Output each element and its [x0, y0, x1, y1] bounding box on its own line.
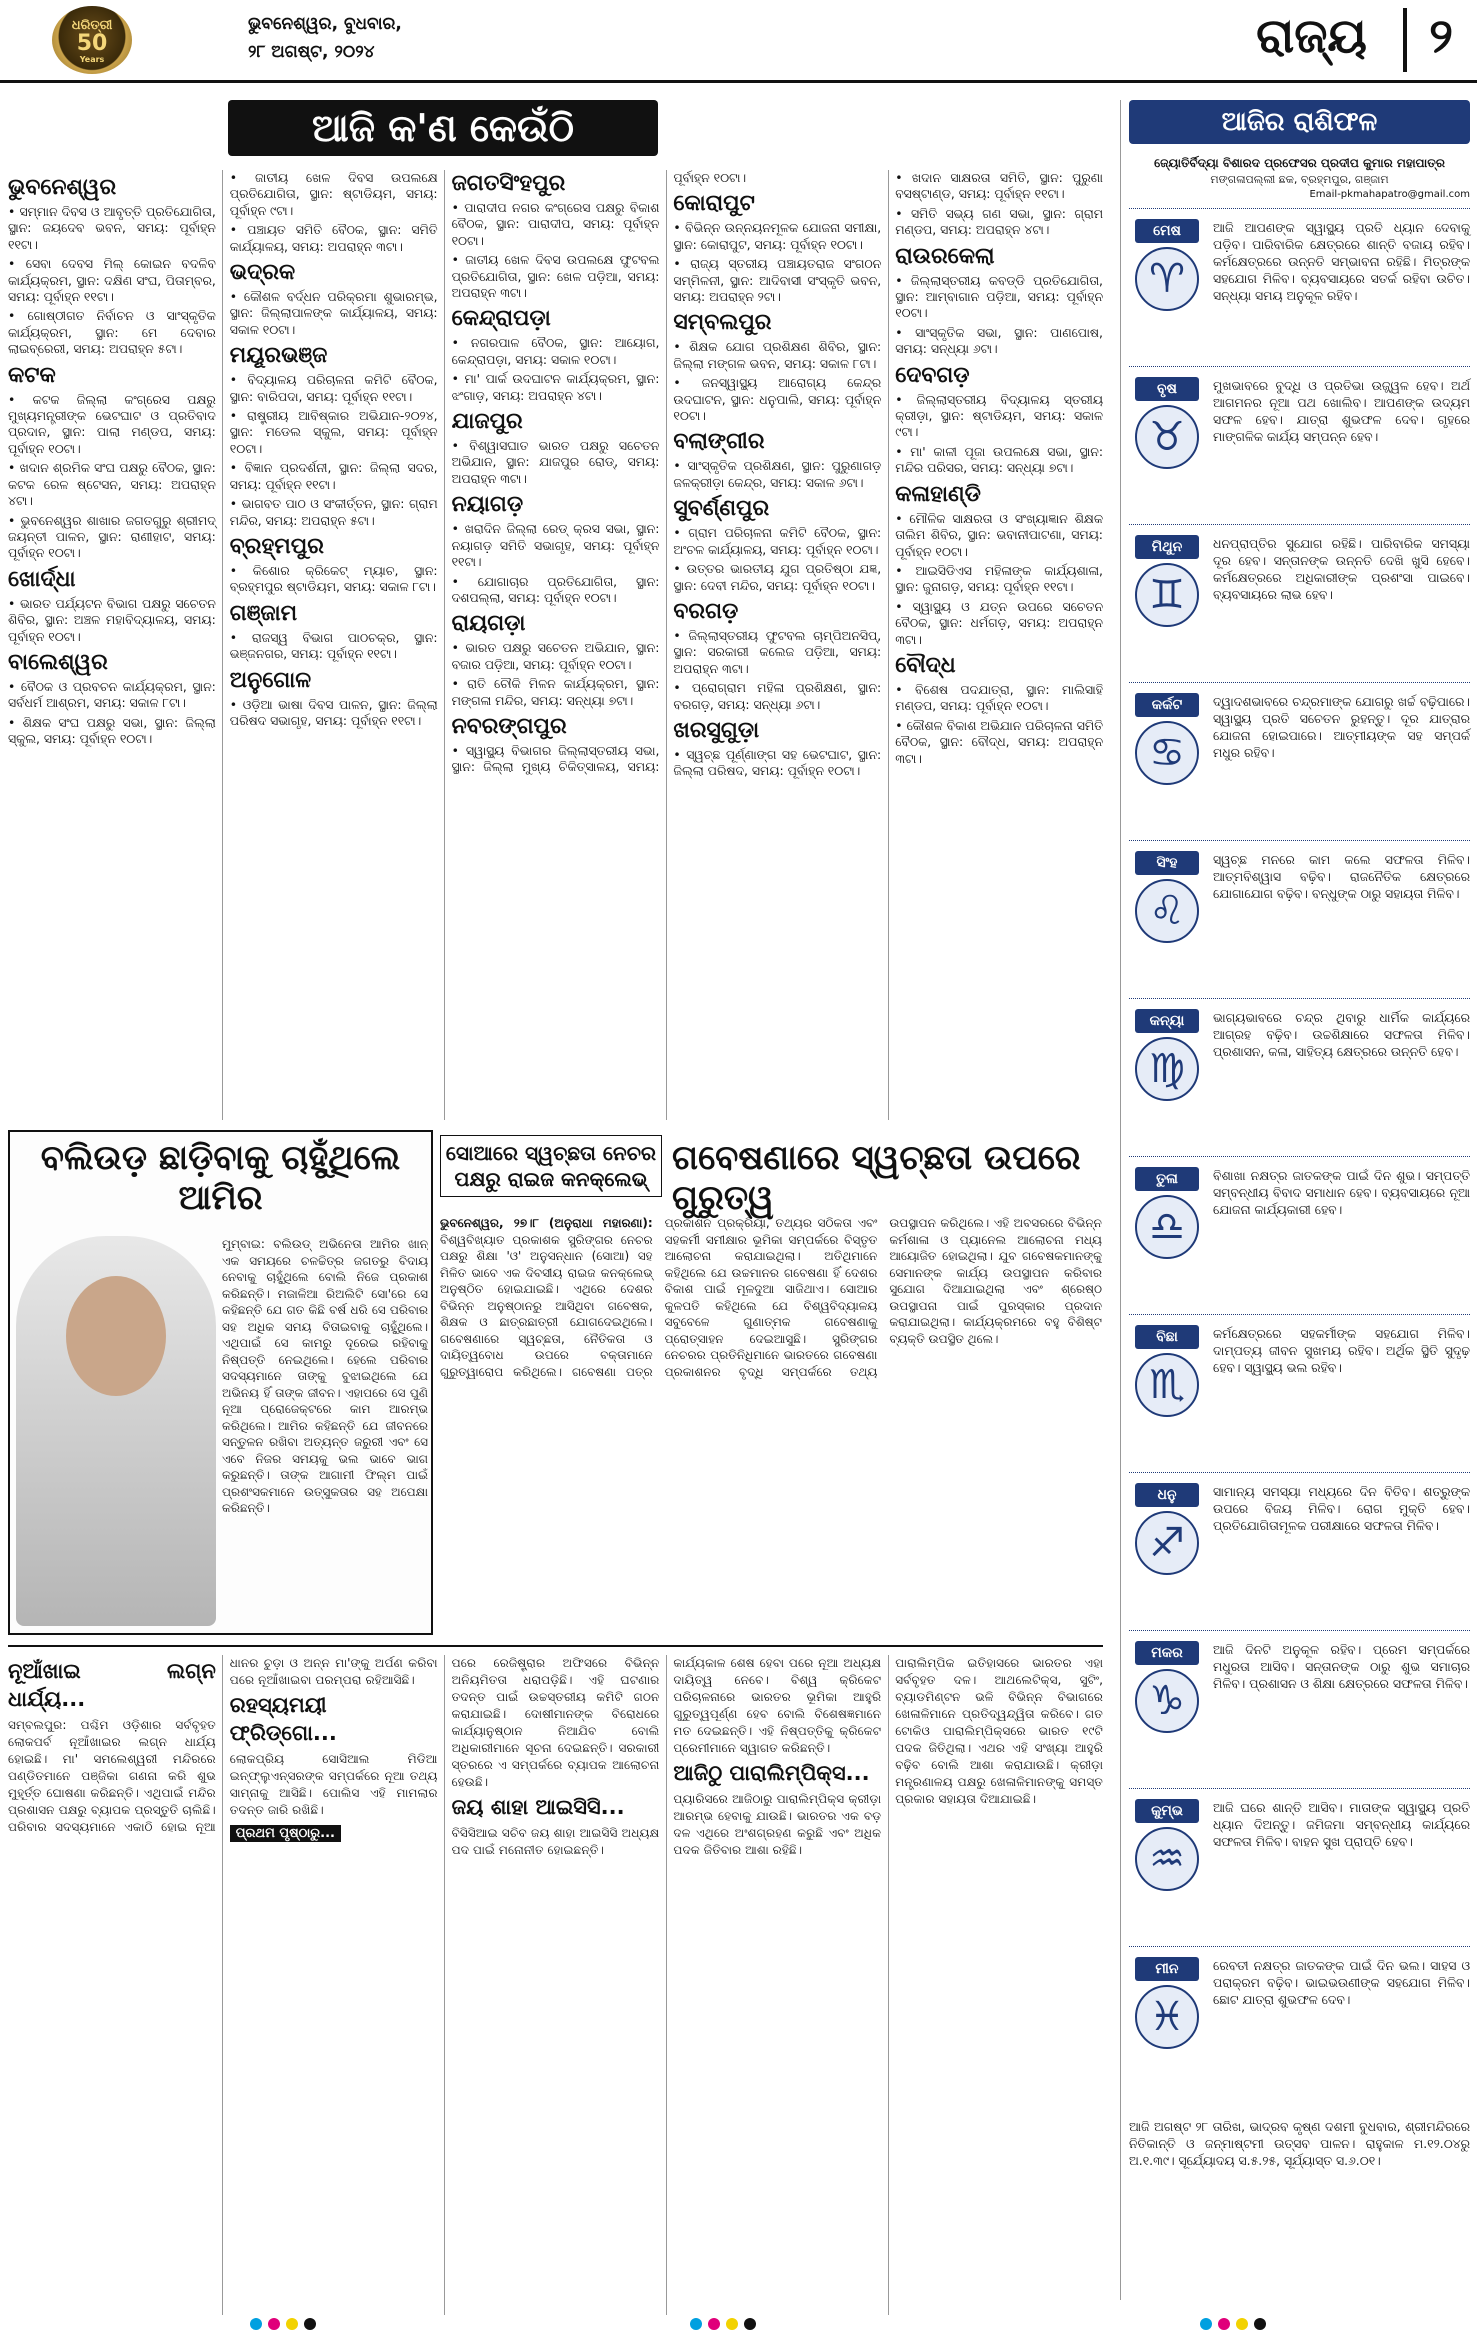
event-item: • ଗ୍ରାମ ପରିଚାଳନା କମିଟି ବୈଠକ, ସ୍ଥାନ: ଅଂଚଳ କାର୍ଯ୍ୟାଳୟ, ସମୟ: ପୂର୍ବାହ୍ନ ୧୦ଟା।	[673, 525, 881, 558]
zodiac-prediction: ରେବତୀ ନକ୍ଷତ୍ର ଜାତକଙ୍କ ପାଇଁ ଦିନ ଭଲ। ସାହସ ଓ ପରାକ୍ରମ ବଢ଼ିବ। ଭାଇଭଉଣୀଙ୍କ ସହଯୋଗ ମିଳିବ। ଛୋଟ ଯାତ୍ରା ଶୁଭଫଳ ଦେବ।	[1213, 1958, 1470, 2007]
event-item: • କଟକ ଜିଲ୍ଲା କଂଗ୍ରେସ ପକ୍ଷରୁ ମୁଖ୍ୟମନ୍ତ୍ରୀଙ୍କ ଭେଟଘାଟ ଓ ପ୍ରତିବାଦ ପ୍ରଦାନ, ସ୍ଥାନ: ପାଲା ମଣ୍ଡପ, ସମୟ: ପୂର୍ବାହ୍ନ ୧୦ଟା।	[8, 392, 216, 458]
zodiac-label: ଧନୁ	[1135, 1483, 1199, 1507]
event-item: • ରାଜସ୍ୱ ବିଭାଗ ପାଠଚକ୍ର, ସ୍ଥାନ: ଭଞ୍ଜନଗର, ସମୟ: ପୂର୍ବାହ୍ନ ୧୧ଟା।	[230, 630, 438, 663]
event-item: • ଜାତୀୟ ଖେଳ ଦିବସ ଉପଲକ୍ଷେ ପ୍ରତିଯୋଗିତା, ସ୍ଥାନ: ଷ୍ଟାଡିୟମ, ସମୟ: ପୂର୍ବାହ୍ନ ୯ଟା।	[230, 170, 438, 219]
research-kicker: ସୋଆରେ ସ୍ୱଚ୍ଛତା ନେଚର ପକ୍ଷରୁ ରାଇଜ କନକ୍ଲେଭ୍	[440, 1135, 662, 1197]
zodiac-prediction: ଆଜି ଆପଣଙ୍କ ସ୍ୱାସ୍ଥ୍ୟ ପ୍ରତି ଧ୍ୟାନ ଦେବାକୁ ପଡ଼ିବ। ପାରିବାରିକ କ୍ଷେତ୍ରରେ ଶାନ୍ତି ବଜାୟ ରହିବ। କର୍ମକ୍ଷେତ୍ରରେ ଉନ୍ନତି ସମ୍ଭାବନା ରହିଛି। ମିତ୍ରଙ୍କ ସହଯୋଗ ମିଳିବ। ବ୍ୟବସାୟରେ ସତର୍କ ରହିବା ଉଚିତ। ସନ୍ଧ୍ୟା ସମୟ ଅନୁକୂଳ ରହିବ।	[1213, 220, 1470, 303]
jay-shah-body-cont: କାର୍ଯ୍ୟକାଳ ଶେଷ ହେବା ପରେ ନୂଆ ଅଧ୍ୟକ୍ଷ ଦାୟିତ୍ୱ ନେବେ। ବିଶ୍ୱ କ୍ରିକେଟ ପରିଚାଳନାରେ ଭାରତର ଭୂମିକା ଆହୁରି ଗୁରୁତ୍ୱପୂର୍ଣ୍ଣ ହେବ ବୋଲି ବିଶେଷଜ୍ଞମାନେ ମତ ଦେଇଛନ୍ତି। ଏହି ନିଷ୍ପତ୍ତିକୁ କ୍ରିକେଟ ପ୍ରେମୀମାନେ ସ୍ୱାଗତ କରିଛନ୍ତି।	[673, 1656, 882, 1755]
zodiac-label: ତୁଳା	[1135, 1167, 1199, 1191]
influencer-body: ଲୋକପ୍ରିୟ ସୋସିଆଲ ମିଡିଆ ଇନ୍‌ଫ୍ଲୁଏନ୍‌ସରଙ୍କ ସମ୍ପର୍କରେ ନୂଆ ତଥ୍ୟ ସାମ୍ନାକୁ ଆସିଛି। ପୋଲିସ ଏହି ମାମଲାର ତଦନ୍ତ ଜାରି ରଖିଛି।	[229, 1752, 438, 1817]
aamir-story	[8, 1130, 433, 1635]
horoscope-title: ଆଜିର ରାଶିଫଳ	[1129, 100, 1470, 144]
city-heading: ଭଦ୍ରକ	[229, 260, 296, 286]
event-item: • ଜନସ୍ୱାସ୍ଥ୍ୟ ଆରୋଗ୍ୟ କେନ୍ଦ୍ର ଉଦଘାଟନ, ସ୍ଥାନ: ଧନୁପାଲି, ସମୟ: ପୂର୍ବାହ୍ନ ୧୦ଟା।	[673, 375, 881, 424]
event-item: • ବିଶ୍ୱାସଘାତ ଭାରତ ପକ୍ଷରୁ ସଚେତନ ଅଭିଯାନ, ସ୍ଥାନ: ଯାଜପୁର ରୋଡ୍, ସମୟ: ଅପରାହ୍ନ ୩ଟା।	[452, 438, 660, 487]
astrologer-name: ଜ୍ୟୋତିର୍ବିଦ୍ୟା ବିଶାରଦ ପ୍ରଫେସର ପ୍ରଦୀପ କୁମାର ମହାପାତ୍ର	[1154, 156, 1445, 170]
research-headline: ଗବେଷଣାରେ ସ୍ୱଚ୍ଛତା ଉପରେ ଗୁରୁତ୍ୱ	[672, 1138, 1081, 1218]
event-item: • ବିଶେଷ ପଦଯାତ୍ରା, ସ୍ଥାନ: ମାଲିସାହି ମଣ୍ଡପ, ସମୟ: ପୂର୍ବାହ୍ନ ୧୦ଟା।	[895, 682, 1103, 715]
city-heading: କେନ୍ଦ୍ରାପଡ଼ା	[451, 306, 551, 332]
event-item: • ଜିଲ୍ଲାସ୍ତରୀୟ ଫୁଟବଲ ଚାମ୍ପିଅନସିପ୍, ସ୍ଥାନ: ସରକାରୀ କଲେଜ ପଡ଼ିଆ, ସମୟ: ଅପରାହ୍ନ ୩ଟା।	[673, 628, 881, 677]
city-heading: ଖୋର୍ଦ୍ଧା	[8, 566, 76, 592]
cyan-dot	[250, 2318, 262, 2330]
event-item: • ରାତି ଚୌକି ମିଳନ କାର୍ଯ୍ୟକ୍ରମ, ସ୍ଥାନ: ମଙ୍ଗଳା ମନ୍ଦିର, ସମୟ: ସନ୍ଧ୍ୟା ୭ଟା।	[452, 676, 660, 709]
event-item: • ଯୋଗାଚାର ପ୍ରତିଯୋଗିତା, ସ୍ଥାନ: ଦଶପଲ୍ଲା, ସମୟ: ପୂର୍ବାହ୍ନ ୧୦ଟା।	[452, 574, 660, 607]
aamir-body: ମୁମ୍ବାଇ: ବଲିଉଡ୍ ଅଭିନେତା ଆମିର ଖାନ୍ ଏକ ସମୟରେ ଚଳଚ୍ଚିତ୍ର ଜଗତରୁ ବିଦାୟ ନେବାକୁ ଚାହୁଁଥିଲେ ବୋଲି ନିଜେ ପ୍ରକାଶ କରିଛନ୍ତି। ମଜାଳିଆ ରିଅଲିଟି ସୋ'ରେ ସେ କହିଛନ୍ତି ଯେ ଗତ କିଛି ବର୍ଷ ଧରି ସେ ପରିବାର ସହ ଅଧିକ ସମୟ ବିତାଇବାକୁ ଚାହୁଁଥିଲେ। ଏଥିପାଇଁ ସେ କାମରୁ ଦୂରେଇ ରହିବାକୁ ନିଷ୍ପତ୍ତି ନେଇଥିଲେ। ହେଲେ ପରିବାର ସଦସ୍ୟମାନେ ତାଙ୍କୁ ବୁଝାଇଥିଲେ ଯେ ଅଭିନୟ ହିଁ ତାଙ୍କ ଜୀବନ। ଏହାପରେ ସେ ପୁଣି ନୂଆ ପ୍ରୋଜେକ୍ଟରେ କାମ ଆରମ୍ଭ କରିଥିଲେ। ଆମିର କହିଛନ୍ତି ଯେ ଜୀବନରେ ସନ୍ତୁଳନ ରଖିବା ଅତ୍ୟନ୍ତ ଜରୁରୀ ଏବଂ ସେ ଏବେ ନିଜର ସମୟକୁ ଭଲ ଭାବେ ଭାଗ କରୁଛନ୍ତି। ତାଙ୍କ ଆଗାମୀ ଫିଲ୍ମ ପାଇଁ ପ୍ରଶଂସକମାନେ ଉତ୍ସୁକତାର ସହ ଅପେକ୍ଷା କରିଛନ୍ତି।	[222, 1237, 428, 1515]
city-heading: ଦେବଗଡ଼	[895, 362, 970, 388]
cyan-dot	[1200, 2318, 1212, 2330]
aamir-photo	[16, 1236, 216, 1626]
events-title: ଆଜି କ'ଣ କେଉଁଠି	[228, 100, 658, 156]
city-heading: ନବରଙ୍ଗପୁର	[451, 713, 567, 739]
event-item: • ରାଷ୍ଟ୍ରୀୟ ଆବିଷ୍କାର ଅଭିଯାନ-୨୦୨୪, ସ୍ଥାନ: ମଡେଲ ସ୍କୁଲ, ସମୟ: ପୂର୍ବାହ୍ନ ୧୦ଟା।	[230, 408, 438, 457]
event-item: • ଜିଲ୍ଲାସ୍ତରୀୟ କବଡ୍ଡି ପ୍ରତିଯୋଗିତା, ସ୍ଥାନ: ଆମ୍ବାଗାନ ପଡ଼ିଆ, ସମୟ: ପୂର୍ବାହ୍ନ ୧୦ଟା।	[895, 273, 1103, 322]
event-item: • ସମିତି ସଭ୍ୟ ଗଣ ସଭା, ସ୍ଥାନ: ଗ୍ରାମ ମଣ୍ଡପ, ସମୟ: ଅପରାହ୍ନ ୪ଟା।	[895, 206, 1103, 239]
yellow-dot	[1236, 2318, 1248, 2330]
zodiac-symbol-icon: ♋	[1135, 721, 1199, 785]
research-text: ବିଶ୍ୱବିଖ୍ୟାତ ପ୍ରକାଶକ ସ୍ପ୍ରିଙ୍ଗର ନେଚର ପକ୍ଷରୁ ଶିକ୍ଷା 'ଓ' ଅନୁସନ୍ଧାନ (ସୋଆ) ସହ ମିଳିତ ଭାବେ ଏକ ଦିବସୀୟ ରାଇଜ କନକ୍ଲେଭ୍ ଅନୁଷ୍ଠିତ ହୋଇଯାଇଛି। ଏଥିରେ ଦେଶର ବିଭିନ୍ନ ଅନୁଷ୍ଠାନରୁ ଆସିଥିବା ଗବେଷକ, ଶିକ୍ଷକ ଓ ଛାତ୍ରଛାତ୍ରୀ ଯୋଗଦେଇଥିଲେ। ଗବେଷଣାରେ ସ୍ୱଚ୍ଛତା, ନୈତିକତା ଓ ଦାୟିତ୍ୱବୋଧ ଉପରେ ବକ୍ତାମାନେ ଗୁରୁତ୍ୱାରୋପ କରିଥିଲେ। ଗବେଷଣା ପତ୍ର ପ୍ରକାଶନ ପ୍ରକ୍ରିୟା, ତଥ୍ୟର ସଠିକତା ଏବଂ ସହକର୍ମୀ ସମୀକ୍ଷାର ଭୂମିକା ସମ୍ପର୍କରେ ବିସ୍ତୃତ ଆଲୋଚନା କରାଯାଇଥିଲା। ଅତିଥିମାନେ କହିଥିଲେ ଯେ ଉଚ୍ଚମାନର ଗବେଷଣା ହିଁ ଦେଶର ବିକାଶ ପାଇଁ ମୂଳଦୁଆ ସାଜିଥାଏ। ସୋଆର କୁଳପତି କହିଥିଲେ ଯେ ବିଶ୍ୱବିଦ୍ୟାଳୟ ସବୁବେଳେ ଗୁଣାତ୍ମକ ଗବେଷଣାକୁ ପ୍ରୋତ୍ସାହନ ଦେଇଆସୁଛି। ସ୍ପ୍ରିଙ୍ଗର ନେଚରର ପ୍ରତିନିଧିମାନେ ଭାରତରେ ଗବେଷଣା ପ୍ରକାଶନର ବୃଦ୍ଧି ସମ୍ପର୍କରେ ତଥ୍ୟ ଉପସ୍ଥାପନ କରିଥିଲେ। ଏହି ଅବସରରେ ବିଭିନ୍ନ କର୍ମଶାଳା ଓ ପ୍ୟାନେଲ ଆଲୋଚନା ମଧ୍ୟ ଆୟୋଜିତ ହୋଇଥିଲା। ଯୁବ ଗବେଷକମାନଙ୍କୁ ସେମାନଙ୍କ କାର୍ଯ୍ୟ ଉପସ୍ଥାପନ କରିବାର ସୁଯୋଗ ଦିଆଯାଇଥିଲା ଏବଂ ଶ୍ରେଷ୍ଠ ଉପସ୍ଥାପନା ପାଇଁ ପୁରସ୍କାର ପ୍ରଦାନ କରାଯାଇଥିଲା। କାର୍ଯ୍ୟକ୍ରମରେ ବହୁ ବିଶିଷ୍ଟ ବ୍ୟକ୍ତି ଉପସ୍ଥିତ ଥିଲେ।	[440, 1216, 1102, 1379]
zodiac-entry	[1129, 208, 1470, 366]
black-dot	[304, 2318, 316, 2330]
zodiac-symbol-icon: ♑	[1135, 1669, 1199, 1733]
zodiac-label: କୁମ୍ଭ	[1135, 1799, 1199, 1823]
zodiac-prediction: ଭାଗ୍ୟଭାବରେ ଚନ୍ଦ୍ର ଥିବାରୁ ଧାର୍ମିକ କାର୍ଯ୍ୟରେ ଆଗ୍ରହ ବଢ଼ିବ। ଉଚ୍ଚଶିକ୍ଷାରେ ସଫଳତା ମିଳିବ। ପ୍ରଶାସନ, କଳା, ସାହିତ୍ୟ କ୍ଷେତ୍ରରେ ଉନ୍ନତି ହେବ।	[1213, 1010, 1470, 1059]
event-item: • ସାଂସ୍କୃତିକ ସଭା, ସ୍ଥାନ: ପାଣପୋଷ, ସମୟ: ସନ୍ଧ୍ୟା ୬ଟା।	[895, 325, 1103, 358]
event-item: • ମା' ପାର୍କ ଉଦଘାଟନ କାର୍ଯ୍ୟକ୍ରମ, ସ୍ଥାନ: ଝଂଗାଡ଼, ସମୟ: ଅପରାହ୍ନ ୪ଟା।	[452, 371, 660, 404]
zodiac-entry	[1129, 1472, 1470, 1630]
city-heading: ବାଲେଶ୍ୱର	[8, 649, 108, 675]
event-item: • ଗୋଷ୍ଠୀଗତ ନିର୍ବାଚନ ଓ ସାଂସ୍କୃତିକ କାର୍ଯ୍ୟକ୍ରମ, ସ୍ଥାନ: ମେ ଦେବାର ଲାଇବ୍ରେରୀ, ସମୟ: ଅପରାହ୍ନ ୫ଟା।	[8, 308, 216, 357]
masthead-rule	[0, 80, 1477, 83]
zodiac-entry	[1129, 1314, 1470, 1472]
zodiac-label: ମିଥୁନ	[1135, 535, 1199, 559]
zodiac-entry	[1129, 840, 1470, 998]
event-item: • ପଞ୍ଚାୟତ ସମିତି ବୈଠକ, ସ୍ଥାନ: ସମିତି କାର୍ଯ୍ୟାଳୟ, ସମୟ: ଅପରାହ୍ନ ୩ଟା।	[230, 222, 438, 255]
zodiac-symbol-icon: ♓	[1135, 1985, 1199, 2049]
city-heading: ବରଗଡ଼	[673, 598, 739, 624]
events-listing	[8, 170, 1103, 1120]
zodiac-symbol-icon: ♐	[1135, 1511, 1199, 1575]
event-item: • ଖଦାନ ଶ୍ରମିକ ସଂଘ ପକ୍ଷରୁ ବୈଠକ, ସ୍ଥାନ: କଟକ ରେଳ ଷ୍ଟେସନ, ସମୟ: ଅପରାହ୍ନ ୪ଟା।	[8, 460, 216, 509]
city-heading: କଟକ	[8, 362, 56, 388]
event-item: • ସେବା ଦେବସ ମିଲ୍ କୋଇନ ବଦଳିବ କାର୍ଯ୍ୟକ୍ରମ, ସ୍ଥାନ: ଦକ୍ଷିଣ ସଂଘ, ପିତାମ୍ବର, ସମୟ: ପୂର୍ବାହ୍ନ ୧୧ଟା।	[8, 256, 216, 305]
city-heading: ଗଞ୍ଜାମ	[229, 600, 298, 626]
city-heading: ଅନୁଗୋଳ	[229, 667, 312, 693]
logo-sub: Years	[79, 55, 105, 64]
city-heading: ନୟାଗଡ଼	[451, 492, 524, 518]
zodiac-symbol-icon: ♉	[1135, 405, 1199, 469]
zodiac-prediction: ଧନପ୍ରାପ୍ତିର ସୁଯୋଗ ରହିଛି। ପାରିବାରିକ ସମସ୍ୟା ଦୂର ହେବ। ସନ୍ତାନଙ୍କ ଉନ୍ନତି ଦେଖି ଖୁସି ହେବେ। କର୍ମକ୍ଷେତ୍ରରେ ଅଧିକାରୀଙ୍କ ପ୍ରଶଂସା ପାଇବେ। ବ୍ୟବସାୟରେ ଲାଭ ହେବ।	[1213, 536, 1470, 602]
magenta-dot	[268, 2318, 280, 2330]
event-item: • ଭାଗବତ ପାଠ ଓ ସଂକୀର୍ତ୍ତନ, ସ୍ଥାନ: ଗ୍ରାମ ମନ୍ଦିର, ସମୟ: ଅପରାହ୍ନ ୫ଟା।	[230, 496, 438, 529]
jay-shah-headline: ଜୟ ଶାହା ଆଇସିସି...	[451, 1795, 625, 1819]
continued-tag: ପ୍ରଥମ ପୃଷ୍ଠାରୁ...	[230, 1825, 341, 1842]
event-item: • ସାଂସ୍କୃତିକ ପ୍ରଶିକ୍ଷଣ, ସ୍ଥାନ: ପୁରୁଣାଗଡ଼ ଜଳକ୍ରୀଡ଼ା କେନ୍ଦ୍ର, ସମୟ: ସକାଳ ୬ଟା।	[673, 458, 881, 491]
continued-body: ପରେ ରେଜିଷ୍ଟ୍ରାର ଅଫିସରେ ବିଭିନ୍ନ ଅନିୟମିତତା ଧରାପଡ଼ିଛି। ଏହି ଘଟଣାର ତଦନ୍ତ ପାଇଁ ଉଚ୍ଚସ୍ତରୀୟ କମିଟି ଗଠନ କରାଯାଇଛି। ଦୋଷୀମାନଙ୍କ ବିରୋଧରେ କାର୍ଯ୍ୟାନୁଷ୍ଠାନ ନିଆଯିବ ବୋଲି ଅଧିକାରୀମାନେ ସୂଚନା ଦେଇଛନ୍ତି। ସରକାରୀ ସ୍ତରରେ ଏ ସମ୍ପର୍କରେ ବ୍ୟାପକ ଆଲୋଚନା ହେଉଛି।	[451, 1656, 660, 1789]
bottom-stories	[8, 1655, 1103, 2315]
newspaper-logo	[52, 6, 132, 74]
zodiac-entry	[1129, 366, 1470, 524]
event-item: • ସମ୍ମାନ ଦିବସ ଓ ଆବୃତ୍ତି ପ୍ରତିଯୋଗିତା, ସ୍ଥାନ: ଜୟଦେବ ଭବନ, ସମୟ: ପୂର୍ବାହ୍ନ ୧୧ଟା।	[8, 204, 216, 253]
city-heading: ବ୍ରହ୍ମପୁର	[229, 533, 324, 559]
panjika-footer: ଆଜି ଅଗଷ୍ଟ ୨୮ ତାରିଖ, ଭାଦ୍ରବ କୃଷ୍ଣ ଦଶମୀ ବୁଧବାର, ଶ୍ରୀମନ୍ଦିରରେ ନିତିକାନ୍ତି ଓ ଜନ୍ମାଷ୍ଟମୀ ଉତ୍ସବ ପାଳନ। ରାହୁକାଳ ମ.୧୨.୦୪ରୁ ଅ.୧.୩୯। ସୂର୍ଯ୍ୟୋଦୟ ସ.୫.୨୫, ସୂର୍ଯ୍ୟାସ୍ତ ସ.୬.୦୧।	[1129, 2119, 1470, 2168]
zodiac-entry	[1129, 998, 1470, 1156]
zodiac-entry	[1129, 1156, 1470, 1314]
city-heading: ସୁବର୍ଣ୍ଣପୁର	[673, 496, 770, 522]
city-heading: ରାଉରକେଲା	[895, 243, 995, 269]
dateline	[248, 10, 402, 66]
nuakhai-body: ସମ୍ବଲପୁର: ପଶ୍ଚିମ ଓଡ଼ିଶାର ସର୍ବବୃହତ ଲୋକପର୍ବ ନୂଆଁଖାଇର ଲଗ୍ନ ଧାର୍ଯ୍ୟ ହୋଇଛି। ମା' ସମଲେଶ୍ୱରୀ ମନ୍ଦିରରେ ପଣ୍ଡିତମାନେ ପଞ୍ଜିକା ଗଣନା କରି ଶୁଭ ମୁହୂର୍ତ୍ତ ଘୋଷଣା କରିଛନ୍ତି। ଏଥିପାଇଁ ମନ୍ଦିର ପ୍ରଶାସନ ପକ୍ଷରୁ ବ୍ୟାପକ ପ୍ରସ୍ତୁତି ଚାଲିଛି। ପରିବାର ସଦସ୍ୟମାନେ ଏକାଠି ହୋଇ ନୂଆ ଧାନର ଚୁଡ଼ା ଓ ଅନ୍ନ ମା'ଙ୍କୁ ଅର୍ପଣ କରିବା ପରେ ନୂଆଁଖାଇବା ପରମ୍ପରା ରହିଆସିଛି।	[8, 1656, 438, 1834]
zodiac-label: ମେଷ	[1135, 219, 1199, 243]
city-heading: ସମ୍ବଲପୁର	[673, 310, 772, 336]
event-item: • ରାଜ୍ୟ ସ୍ତରୀୟ ପଞ୍ଚାୟତରାଜ ସଂଗଠନ ସମ୍ମିଳନୀ, ସ୍ଥାନ: ଆଦିବାସୀ ସଂସ୍କୃତି ଭବନ, ସମୟ: ଅପରାହ୍ନ ୨ଟା।	[673, 256, 881, 305]
zodiac-symbol-icon: ♈	[1135, 247, 1199, 311]
city-heading: ଭୁବନେଶ୍ୱର	[8, 175, 117, 200]
zodiac-prediction: ଆଜି ଦିନଟି ଅନୁକୂଳ ରହିବ। ପ୍ରେମ ସମ୍ପର୍କରେ ମଧୁରତା ଆସିବ। ସନ୍ତାନଙ୍କ ଠାରୁ ଶୁଭ ସମାଚାର ମିଳିବ। ପ୍ରଶାସନ ଓ ଶିକ୍ଷା କ୍ଷେତ୍ରରେ ସଫଳତା ମିଳିବ।	[1213, 1642, 1470, 1691]
paralympics-body-cont: ପାରାଲିମ୍ପିକ ଇତିହାସରେ ଭାରତର ଏହା ସର୍ବବୃହତ ଦଳ। ଆଥଲେଟିକ୍ସ, ସୁଟିଂ, ବ୍ୟାଡମିଣ୍ଟନ ଭଳି ବିଭିନ୍ନ ବିଭାଗରେ ଖେଳାଳିମାନେ ପ୍ରତିଦ୍ୱନ୍ଦ୍ୱିତା କରିବେ। ଗତ ଟୋକିଓ ପାରାଲିମ୍ପିକ୍ସରେ ଭାରତ ୧୯ଟି ପଦକ ଜିତିଥିଲା। ଏଥର ଏହି ସଂଖ୍ୟା ଆହୁରି ବଢ଼ିବ ବୋଲି ଆଶା କରାଯାଉଛି। କ୍ରୀଡ଼ା ମନ୍ତ୍ରଣାଳୟ ପକ୍ଷରୁ ଖେଳାଳିମାନଙ୍କୁ ସମସ୍ତ ପ୍ରକାର ସହାୟତା ଦିଆଯାଇଛି।	[895, 1656, 1103, 1806]
zodiac-list	[1129, 208, 1470, 2104]
event-item: • ଆଇସିଡିଏସ ମହିଳାଙ୍କ କାର୍ଯ୍ୟଶାଳା, ସ୍ଥାନ: ଜୁନାଗଡ଼, ସମୟ: ପୂର୍ବାହ୍ନ ୧୧ଟା।	[895, 563, 1103, 596]
logo-years: 50	[76, 31, 108, 56]
event-item: • ବିଜ୍ଞାନ ପ୍ରଦର୍ଶନୀ, ସ୍ଥାନ: ଜିଲ୍ଲା ସଦର, ସମୟ: ପୂର୍ବାହ୍ନ ୧୧ଟା।	[230, 460, 438, 493]
influencer-headline: ରହସ୍ୟମୟୀ ଫ୍ରିଡ୍ଗୋ...	[229, 1693, 337, 1745]
city-heading: ବଲାଙ୍ଗୀର	[673, 429, 765, 455]
masthead	[0, 0, 1477, 82]
astrologer-address: ମଙ୍ଗଳାପଲ୍ଲୀ ଛକ, ବ୍ରହ୍ମପୁର, ଗଞ୍ଜାମ	[1210, 173, 1389, 186]
zodiac-symbol-icon: ♌	[1135, 879, 1199, 943]
event-item: • କୌଶଳ ବିକାଶ ଅଭିଯାନ ପରିଚାଳନା ସମିତି ବୈଠକ, ସ୍ଥାନ: ବୌଦ୍ଧ, ସମୟ: ଅପରାହ୍ନ ୩ଟା।	[895, 718, 1103, 767]
logo-word: ଧରିତ୍ରୀ	[71, 18, 113, 33]
zodiac-label: କନ୍ୟା	[1135, 1009, 1199, 1033]
event-item: • ପାରାଦୀପ ନଗର କଂଗ୍ରେସ ପକ୍ଷରୁ ବିକାଶ ବୈଠକ, ସ୍ଥାନ: ପାରାଦୀପ, ସମୟ: ପୂର୍ବାହ୍ନ ୧୦ଟା।	[452, 200, 660, 249]
research-byline: ଭୁବନେଶ୍ୱର, ୨୭।୮ (ଅନୁରାଧା ମହାରଣା):	[440, 1216, 653, 1230]
zodiac-entry	[1129, 682, 1470, 840]
zodiac-prediction: ଦ୍ୱାଦଶଭାବରେ ଚନ୍ଦ୍ରମାଙ୍କ ଯୋଗରୁ ଖର୍ଚ୍ଚ ବଢ଼ିପାରେ। ସ୍ୱାସ୍ଥ୍ୟ ପ୍ରତି ସଚେତନ ରୁହନ୍ତୁ। ଦୂର ଯାତ୍ରାର ଯୋଜନା ହୋଇପାରେ। ଆତ୍ମୀୟଙ୍କ ସହ ସମ୍ପର୍କ ମଧୁର ରହିବ।	[1213, 694, 1470, 760]
city-heading: ରାୟଗଡ଼ା	[451, 611, 526, 637]
yellow-dot	[726, 2318, 738, 2330]
event-item: • ସ୍ୱାସ୍ଥ୍ୟ ବିଭାଗର ଜିଲ୍ଲାସ୍ତରୀୟ ସଭା, ସ୍ଥାନ: ଜିଲ୍ଲା ମୁଖ୍ୟ ଚିକିତ୍ସାଳୟ, ସମୟ: ପୂର୍ବାହ୍ନ ୧୦ଟା।	[452, 170, 882, 780]
event-item: • ଭାରତ ପକ୍ଷରୁ ସଚେତନ ଅଭିଯାନ, ସ୍ଥାନ: ବଜାର ପଡ଼ିଆ, ସମୟ: ପୂର୍ବାହ୍ନ ୧୦ଟା।	[452, 640, 660, 673]
zodiac-symbol-icon: ♏	[1135, 1353, 1199, 1417]
event-item: • କୌଶଳ ବର୍ଦ୍ଧନ ପରିକ୍ରମା ଶୁଭାରମ୍ଭ, ସ୍ଥାନ: ଜିଲ୍ଲାପାଳଙ୍କ କାର୍ଯ୍ୟାଳୟ, ସମୟ: ସକାଳ ୧୦ଟା।	[230, 289, 438, 338]
paralympics-body: ପ୍ୟାରିସରେ ଆଜିଠାରୁ ପାରାଲିମ୍ପିକ୍ସ କ୍ରୀଡ଼ା ଆରମ୍ଭ ହେବାକୁ ଯାଉଛି। ଭାରତର ଏକ ବଡ଼ ଦଳ ଏଥିରେ ଅଂଶଗ୍ରହଣ କରୁଛି ଏବଂ ଅଧିକ ପଦକ ଜିତିବାର ଆଶା ରହିଛି।	[673, 1792, 882, 1857]
event-item: • ପ୍ରୋଗ୍ରାମ ମହିଳା ପ୍ରଶିକ୍ଷଣ, ସ୍ଥାନ: ବରଗଡ଼, ସମୟ: ସନ୍ଧ୍ୟା ୬ଟା।	[673, 680, 881, 713]
city-heading: କଳାହାଣ୍ଡି	[895, 481, 981, 507]
section-name: ରାଜ୍ୟ	[1256, 8, 1367, 64]
city-heading: କୋରାପୁଟ	[673, 191, 755, 217]
date-line-2: ୨୮ ଅଗଷ୍ଟ, ୨୦୨୪	[248, 42, 375, 62]
event-item: • ଜାତୀୟ ଖେଳ ଦିବସ ଉପଲକ୍ଷେ ଫୁଟବଲ ପ୍ରତିଯୋଗିତା, ସ୍ଥାନ: ଖେଳ ପଡ଼ିଆ, ସମୟ: ଅପରାହ୍ନ ୩ଟା।	[452, 252, 660, 301]
event-item: • ଶିକ୍ଷକ ଯୋଗ ପ୍ରଶିକ୍ଷଣ ଶିବିର, ସ୍ଥାନ: ଜିଲ୍ଲା ମଙ୍ଗଳ ଭବନ, ସମୟ: ସକାଳ ୮ଟା।	[673, 339, 881, 372]
city-heading: ବୌଦ୍ଧ	[895, 652, 956, 678]
aamir-headline: ବଲିଉଡ଼ ଛାଡ଼ିବାକୁ ଚାହୁଁଥିଲେ ଆମିର	[40, 1138, 401, 1218]
event-item: • ମୌଳିକ ସାକ୍ଷରତା ଓ ସଂଖ୍ୟାଜ୍ଞାନ ଶିକ୍ଷକ ତାଲିମ ଶିବିର, ସ୍ଥାନ: ଭବାନୀପାଟଣା, ସମୟ: ପୂର୍ବାହ୍ନ ୧୦ଟା।	[895, 511, 1103, 560]
event-item: • ଓଡ଼ିଆ ଭାଷା ଦିବସ ପାଳନ, ସ୍ଥାନ: ଜିଲ୍ଲା ପରିଷଦ ସଭାଗୃହ, ସମୟ: ପୂର୍ବାହ୍ନ ୧୧ଟା।	[230, 697, 438, 730]
zodiac-entry	[1129, 524, 1470, 682]
zodiac-symbol-icon: ♍	[1135, 1037, 1199, 1101]
event-item: • ଉତ୍ତର ଭାରତୀୟ ଯୁଗ ପ୍ରତିଷ୍ଠା ଯଜ୍ଞ, ସ୍ଥାନ: ଦେବୀ ମନ୍ଦିର, ସମୟ: ପୂର୍ବାହ୍ନ ୧୦ଟା।	[673, 561, 881, 594]
black-dot	[1254, 2318, 1266, 2330]
zodiac-prediction: ମୁଖଭାବରେ ବୁଦ୍ଧି ଓ ପ୍ରତିଭା ଉଜ୍ଜ୍ୱଳ ହେବ। ଅର୍ଥ ଆଗମନର ନୂଆ ପଥ ଖୋଲିବ। ଆପଣଙ୍କ ଉଦ୍ୟମ ସଫଳ ହେବ। ଯାତ୍ରା ଶୁଭଫଳ ଦେବ। ଗୃହରେ ମାଙ୍ଗଳିକ କାର୍ଯ୍ୟ ସମ୍ପନ୍ନ ହେବ।	[1213, 378, 1470, 444]
zodiac-symbol-icon: ♒	[1135, 1827, 1199, 1891]
event-item: • ବୈଠକ ଓ ପ୍ରବଚନ କାର୍ଯ୍ୟକ୍ରମ, ସ୍ଥାନ: ସର୍ବଧର୍ମ ଆଶ୍ରମ, ସମୟ: ସକାଳ ୮ଟା।	[8, 679, 216, 712]
zodiac-label: ବିଛା	[1135, 1325, 1199, 1349]
zodiac-symbol-icon: ♎	[1135, 1195, 1199, 1259]
cyan-dot	[690, 2318, 702, 2330]
zodiac-entry	[1129, 1946, 1470, 2104]
event-item: • ଭୁବନେଶ୍ୱର ଶାଖାର ଜଗତଗୁରୁ ଶ୍ରୀମଦ୍ ଜୟନ୍ତୀ ପାଳନ, ସ୍ଥାନ: ରାଣୀହାଟ, ସମୟ: ପୂର୍ବାହ୍ନ ୧୦ଟା।	[8, 513, 216, 562]
zodiac-label: ମକର	[1135, 1641, 1199, 1665]
event-item: • ବିଭିନ୍ନ ଉନ୍ନୟନମୂଳକ ଯୋଜନା ସମୀକ୍ଷା, ସ୍ଥାନ: କୋରାପୁଟ, ସମୟ: ପୂର୍ବାହ୍ନ ୧୦ଟା।	[673, 220, 881, 253]
event-item: • ଜିଲ୍ଲାସ୍ତରୀୟ ବିଦ୍ୟାଳୟ ସ୍ତରୀୟ କ୍ରୀଡ଼ା, ସ୍ଥାନ: ଷ୍ଟାଡିୟମ, ସମୟ: ସକାଳ ୯ଟା।	[895, 392, 1103, 441]
magenta-dot	[1218, 2318, 1230, 2330]
page-number: ୨	[1403, 8, 1453, 72]
nuakhai-headline: ନୂଆଁଖାଇ ଲଗ୍ନ ଧାର୍ଯ୍ୟ...	[8, 1659, 216, 1711]
zodiac-entry	[1129, 1788, 1470, 1946]
city-heading: ମୟୂରଭଞ୍ଜ	[229, 343, 328, 369]
research-body	[440, 1215, 1102, 1635]
zodiac-prediction: କର୍ମକ୍ଷେତ୍ରରେ ସହକର୍ମୀଙ୍କ ସହଯୋଗ ମିଳିବ। ଦାମ୍ପତ୍ୟ ଜୀବନ ସୁଖମୟ ରହିବ। ଅର୍ଥିକ ସ୍ଥିତି ସୁଦୃଢ଼ ହେବ। ସ୍ୱାସ୍ଥ୍ୟ ଭଲ ରହିବ।	[1213, 1326, 1470, 1375]
zodiac-prediction: ବିଶାଖା ନକ୍ଷତ୍ର ଜାତକଙ୍କ ପାଇଁ ଦିନ ଶୁଭ। ସମ୍ପତ୍ତି ସମ୍ବନ୍ଧୀୟ ବିବାଦ ସମାଧାନ ହେବ। ବ୍ୟବସାୟରେ ନୂଆ ଯୋଜନା କାର୍ଯ୍ୟକାରୀ ହେବ।	[1213, 1168, 1470, 1217]
zodiac-label: ସିଂହ	[1135, 851, 1199, 875]
zodiac-entry	[1129, 1630, 1470, 1788]
event-item: • ଶିକ୍ଷକ ସଂଘ ପକ୍ଷରୁ ସଭା, ସ୍ଥାନ: ଜିଲ୍ଲା ସ୍କୁଲ, ସମୟ: ପୂର୍ବାହ୍ନ ୧୦ଟା।	[8, 715, 216, 748]
zodiac-label: ବୃଷ	[1135, 377, 1199, 401]
event-item: • ସ୍ୱାସ୍ଥ୍ୟ ଓ ଯତ୍ନ ଉପରେ ସଚେତନ ବୈଠକ, ସ୍ଥାନ: ଧର୍ମଗଡ଼, ସମୟ: ଅପରାହ୍ନ ୩ଟା।	[895, 599, 1103, 648]
registration-marks-left	[250, 2318, 370, 2332]
event-item: • ଖଦାନ ସାକ୍ଷରତା ସମିତି, ସ୍ଥାନ: ପୁରୁଣା ବସଷ୍ଟାଣ୍ଡ, ସମୟ: ପୂର୍ବାହ୍ନ ୧୧ଟା।	[895, 170, 1103, 203]
horoscope-column	[1120, 100, 1470, 2300]
section-divider	[8, 1645, 1103, 1647]
city-heading: ଖରସୁଗୁଡ଼ା	[673, 717, 760, 743]
date-line-1: ଭୁବନେଶ୍ୱର, ବୁଧବାର,	[248, 14, 402, 34]
black-dot	[744, 2318, 756, 2330]
zodiac-symbol-icon: ♊	[1135, 563, 1199, 627]
zodiac-prediction: ଆଜି ଘରେ ଶାନ୍ତି ଆସିବ। ମାତାଙ୍କ ସ୍ୱାସ୍ଥ୍ୟ ପ୍ରତି ଧ୍ୟାନ ଦିଅନ୍ତୁ। ଜମିଜମା ସମ୍ବନ୍ଧୀୟ କାର୍ଯ୍ୟରେ ସଫଳତା ମିଳିବ। ବାହନ ସୁଖ ପ୍ରାପ୍ତି ହେବ।	[1213, 1800, 1470, 1849]
registration-marks-right	[1200, 2318, 1320, 2332]
paralympics-headline: ଆଜିଠୁ ପାରାଲିମ୍ପିକ୍ସ...	[673, 1761, 870, 1785]
magenta-dot	[708, 2318, 720, 2330]
event-item: • କିଶୋର କ୍ରିକେଟ୍ ମ୍ୟାଚ, ସ୍ଥାନ: ବ୍ରହ୍ମପୁର ଷ୍ଟାଡିୟମ, ସମୟ: ସକାଳ ୮ଟା।	[230, 563, 438, 596]
yellow-dot	[286, 2318, 298, 2330]
zodiac-prediction: ସାମାନ୍ୟ ସମସ୍ୟା ମଧ୍ୟରେ ଦିନ ବିତିବ। ଶତ୍ରୁଙ୍କ ଉପରେ ବିଜୟ ମିଳିବ। ରୋଗ ମୁକ୍ତି ହେବ। ପ୍ରତିଯୋଗିତାମୂଳକ ପରୀକ୍ଷାରେ ସଫଳତା ମିଳିବ।	[1213, 1484, 1470, 1533]
jay-shah-body: ବିସିସିଆଇ ସଚିବ ଜୟ ଶାହା ଆଇସିସି ଅଧ୍ୟକ୍ଷ ପଦ ପାଇଁ ମନୋନୀତ ହୋଇଛନ୍ତି।	[451, 1826, 660, 1857]
event-item: • ଭାରତ ପର୍ଯ୍ୟଟନ ବିଭାଗ ପକ୍ଷରୁ ସଚେତନ ଶିବିର, ସ୍ଥାନ: ଅଞ୍ଚଳ ମହାବିଦ୍ୟାଳୟ, ସମୟ: ପୂର୍ବାହ୍ନ ୧୦ଟା।	[8, 596, 216, 645]
astrologer-email: Email-pkmahapatro@gmail.com	[1309, 189, 1470, 200]
city-heading: ଜଗତସିଂହପୁର	[451, 171, 566, 196]
zodiac-label: କର୍କଟ	[1135, 693, 1199, 717]
city-heading: ଯାଜପୁର	[451, 409, 523, 435]
zodiac-label: ମୀନ	[1135, 1957, 1199, 1981]
event-item: • ବିଦ୍ୟାଳୟ ପରିଚାଳନା କମିଟି ବୈଠକ, ସ୍ଥାନ: ବାରିପଦା, ସମୟ: ପୂର୍ବାହ୍ନ ୧୧ଟା।	[230, 372, 438, 405]
event-item: • ନଗରପାଳ ବୈଠକ, ସ୍ଥାନ: ଆୟୋଗ, କେନ୍ଦ୍ରାପଡ଼ା, ସମୟ: ସକାଳ ୧୦ଟା।	[452, 335, 660, 368]
event-item: • ଖରାଦିନ ଜିଲ୍ଲା ରେଡ୍ କ୍ରସ ସଭା, ସ୍ଥାନ: ନୟାଗଡ଼ ସମିତି ସଭାଗୃହ, ସମୟ: ପୂର୍ବାହ୍ନ ୧୧ଟା।	[452, 521, 660, 570]
event-item: • ସ୍ୱଚ୍ଛ ପୂର୍ଣ୍ଣାଙ୍ଗ ସହ ଭେଟଘାଟ, ସ୍ଥାନ: ଜିଲ୍ଲା ପରିଷଦ, ସମୟ: ପୂର୍ବାହ୍ନ ୧୦ଟା।	[673, 747, 881, 780]
registration-marks-center	[690, 2318, 810, 2332]
zodiac-prediction: ସ୍ୱଚ୍ଛ ମନରେ କାମ କଲେ ସଫଳତା ମିଳିବ। ଆତ୍ମବିଶ୍ୱାସ ବଢ଼ିବ। ରାଜନୈତିକ କ୍ଷେତ୍ରରେ ଯୋଗାଯୋଗ ବଢ଼ିବ। ବନ୍ଧୁଙ୍କ ଠାରୁ ସହାୟତା ମିଳିବ।	[1213, 852, 1470, 901]
event-item: • ମା' କାଳୀ ପୂଜା ଉପଲକ୍ଷେ ସଭା, ସ୍ଥାନ: ମନ୍ଦିର ପରିସର, ସମୟ: ସନ୍ଧ୍ୟା ୭ଟା।	[895, 444, 1103, 477]
